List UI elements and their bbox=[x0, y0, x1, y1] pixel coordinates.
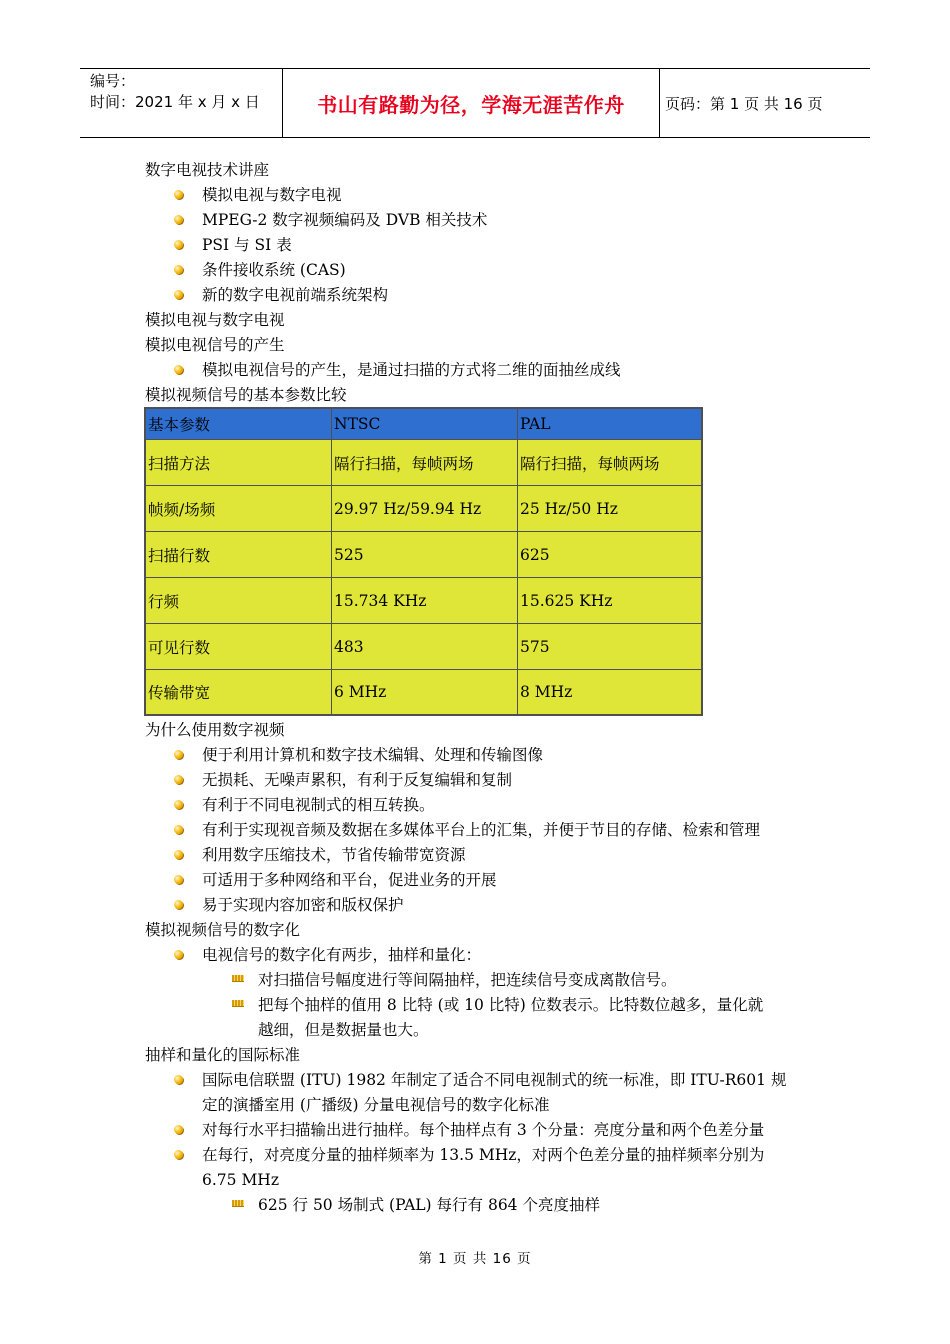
outline-item: PSI 与 SI 表 bbox=[202, 236, 292, 254]
bullet-icon bbox=[174, 750, 183, 759]
table-cell: 6 MHz bbox=[332, 670, 518, 714]
sub-bullet-icon bbox=[232, 1000, 244, 1007]
table-cell: 525 bbox=[332, 532, 518, 578]
table-row bbox=[146, 578, 701, 624]
bullet-icon bbox=[174, 1075, 183, 1084]
doc-title: 数字电视技术讲座 bbox=[145, 161, 270, 179]
bullet-icon bbox=[174, 800, 183, 809]
table-header-cell: PAL bbox=[518, 409, 701, 440]
table-cell: 可见行数 bbox=[146, 624, 332, 670]
bullet-icon bbox=[174, 950, 183, 959]
list-item: 模拟电视信号的产生，是通过扫描的方式将二维的面抽丝成线 bbox=[202, 361, 621, 379]
parameter-table bbox=[144, 407, 703, 716]
table-row bbox=[146, 532, 701, 578]
sub-bullet-icon bbox=[232, 975, 244, 982]
list-item: 无损耗、无噪声累积，有利于反复编辑和复制 bbox=[202, 771, 513, 789]
bullet-icon bbox=[174, 775, 183, 784]
section-heading: 抽样和量化的国际标准 bbox=[145, 1046, 301, 1064]
table-cell: 传输带宽 bbox=[146, 670, 332, 714]
bullet-icon bbox=[174, 900, 183, 909]
list-item: 有利于不同电视制式的相互转换。 bbox=[202, 796, 435, 814]
table-cell: 隔行扫描，每帧两场 bbox=[332, 440, 518, 486]
section-heading: 模拟电视信号的产生 bbox=[145, 336, 285, 354]
list-item-cont: 定的演播室用 (广播级) 分量电视信号的数字化标准 bbox=[202, 1096, 550, 1114]
table-header-row bbox=[146, 409, 701, 440]
table-cell: 483 bbox=[332, 624, 518, 670]
sub-list-item: 对扫描信号幅度进行等间隔抽样，把连续信号变成离散信号。 bbox=[258, 971, 677, 989]
page-header bbox=[80, 68, 870, 138]
table-cell: 帧频/场频 bbox=[146, 486, 332, 532]
table-row bbox=[146, 486, 701, 532]
table-cell: 15.734 KHz bbox=[332, 578, 518, 624]
list-item: 电视信号的数字化有两步，抽样和量化： bbox=[202, 946, 482, 964]
bullet-icon bbox=[174, 240, 183, 249]
list-item: 对每行水平扫描输出进行抽样。每个抽样点有 3 个分量：亮度分量和两个色差分量 bbox=[202, 1121, 765, 1139]
list-item: 国际电信联盟 (ITU) 1982 年制定了适合不同电视制式的统一标准，即 ITU-R601 规 bbox=[202, 1071, 787, 1089]
table-caption: 模拟视频信号的基本参数比较 bbox=[145, 386, 347, 404]
table-cell: 扫描方法 bbox=[146, 440, 332, 486]
sub-list-item: 625 行 50 场制式 (PAL) 每行有 864 个亮度抽样 bbox=[258, 1196, 600, 1214]
table-cell: 扫描行数 bbox=[146, 532, 332, 578]
table-header-cell: NTSC bbox=[332, 409, 518, 440]
list-item: 可适用于多种网络和平台，促进业务的开展 bbox=[202, 871, 497, 889]
list-item-cont: 6.75 MHz bbox=[202, 1171, 279, 1189]
outline-item: 模拟电视与数字电视 bbox=[202, 186, 342, 204]
header-page-info: 页码：第 1 页 共 16 页 bbox=[665, 94, 823, 113]
sub-list-item-cont: 越细，但是数据量也大。 bbox=[258, 1021, 429, 1039]
page-footer: 第 1 页 共 16 页 bbox=[418, 1251, 532, 1267]
section-heading: 模拟视频信号的数字化 bbox=[145, 921, 301, 939]
sub-list-item: 把每个抽样的值用 8 比特 (或 10 比特) 位数表示。比特数位越多，量化就 bbox=[258, 996, 764, 1014]
table-row bbox=[146, 440, 701, 486]
list-item: 有利于实现视音频及数据在多媒体平台上的汇集，并便于节目的存储、检索和管理 bbox=[202, 821, 761, 839]
table-cell: 575 bbox=[518, 624, 701, 670]
bullet-icon bbox=[174, 850, 183, 859]
table-row bbox=[146, 624, 701, 670]
list-item: 在每行，对亮度分量的抽样频率为 13.5 MHz，对两个色差分量的抽样频率分别为 bbox=[202, 1146, 765, 1164]
table-cell: 25 Hz/50 Hz bbox=[518, 486, 701, 532]
table-cell: 隔行扫描，每帧两场 bbox=[518, 440, 701, 486]
bullet-icon bbox=[174, 215, 183, 224]
header-time: 时间：2021 年 x 月 x 日 bbox=[90, 93, 260, 111]
bullet-icon bbox=[174, 365, 183, 374]
bullet-icon bbox=[174, 1125, 183, 1134]
section-heading: 为什么使用数字视频 bbox=[145, 721, 285, 739]
section-heading: 模拟电视与数字电视 bbox=[145, 311, 285, 329]
table-header-cell: 基本参数 bbox=[146, 409, 332, 440]
outline-item: 新的数字电视前端系统架构 bbox=[202, 286, 389, 304]
list-item: 利用数字压缩技术，节省传输带宽资源 bbox=[202, 846, 466, 864]
table-row bbox=[146, 670, 701, 714]
list-item: 便于利用计算机和数字技术编辑、处理和传输图像 bbox=[202, 746, 544, 764]
table-cell: 625 bbox=[518, 532, 701, 578]
table-cell: 15.625 KHz bbox=[518, 578, 701, 624]
header-motto: 书山有路勤为径，学海无涯苦作舟 bbox=[282, 69, 660, 137]
table-cell: 8 MHz bbox=[520, 683, 573, 701]
sub-bullet-icon bbox=[232, 1200, 244, 1207]
outline-item: 条件接收系统 (CAS) bbox=[202, 261, 346, 279]
table-cell: 29.97 Hz/59.94 Hz bbox=[332, 486, 518, 532]
header-meta bbox=[90, 71, 282, 113]
bullet-icon bbox=[174, 190, 183, 199]
table-cell: 行频 bbox=[146, 578, 332, 624]
bullet-icon bbox=[174, 875, 183, 884]
bullet-icon bbox=[174, 290, 183, 299]
bullet-icon bbox=[174, 1150, 183, 1159]
bullet-icon bbox=[174, 825, 183, 834]
list-item: 易于实现内容加密和版权保护 bbox=[202, 896, 404, 914]
bullet-icon bbox=[174, 265, 183, 274]
header-number: 编号： bbox=[90, 72, 136, 90]
outline-item: MPEG-2 数字视频编码及 DVB 相关技术 bbox=[202, 211, 488, 229]
